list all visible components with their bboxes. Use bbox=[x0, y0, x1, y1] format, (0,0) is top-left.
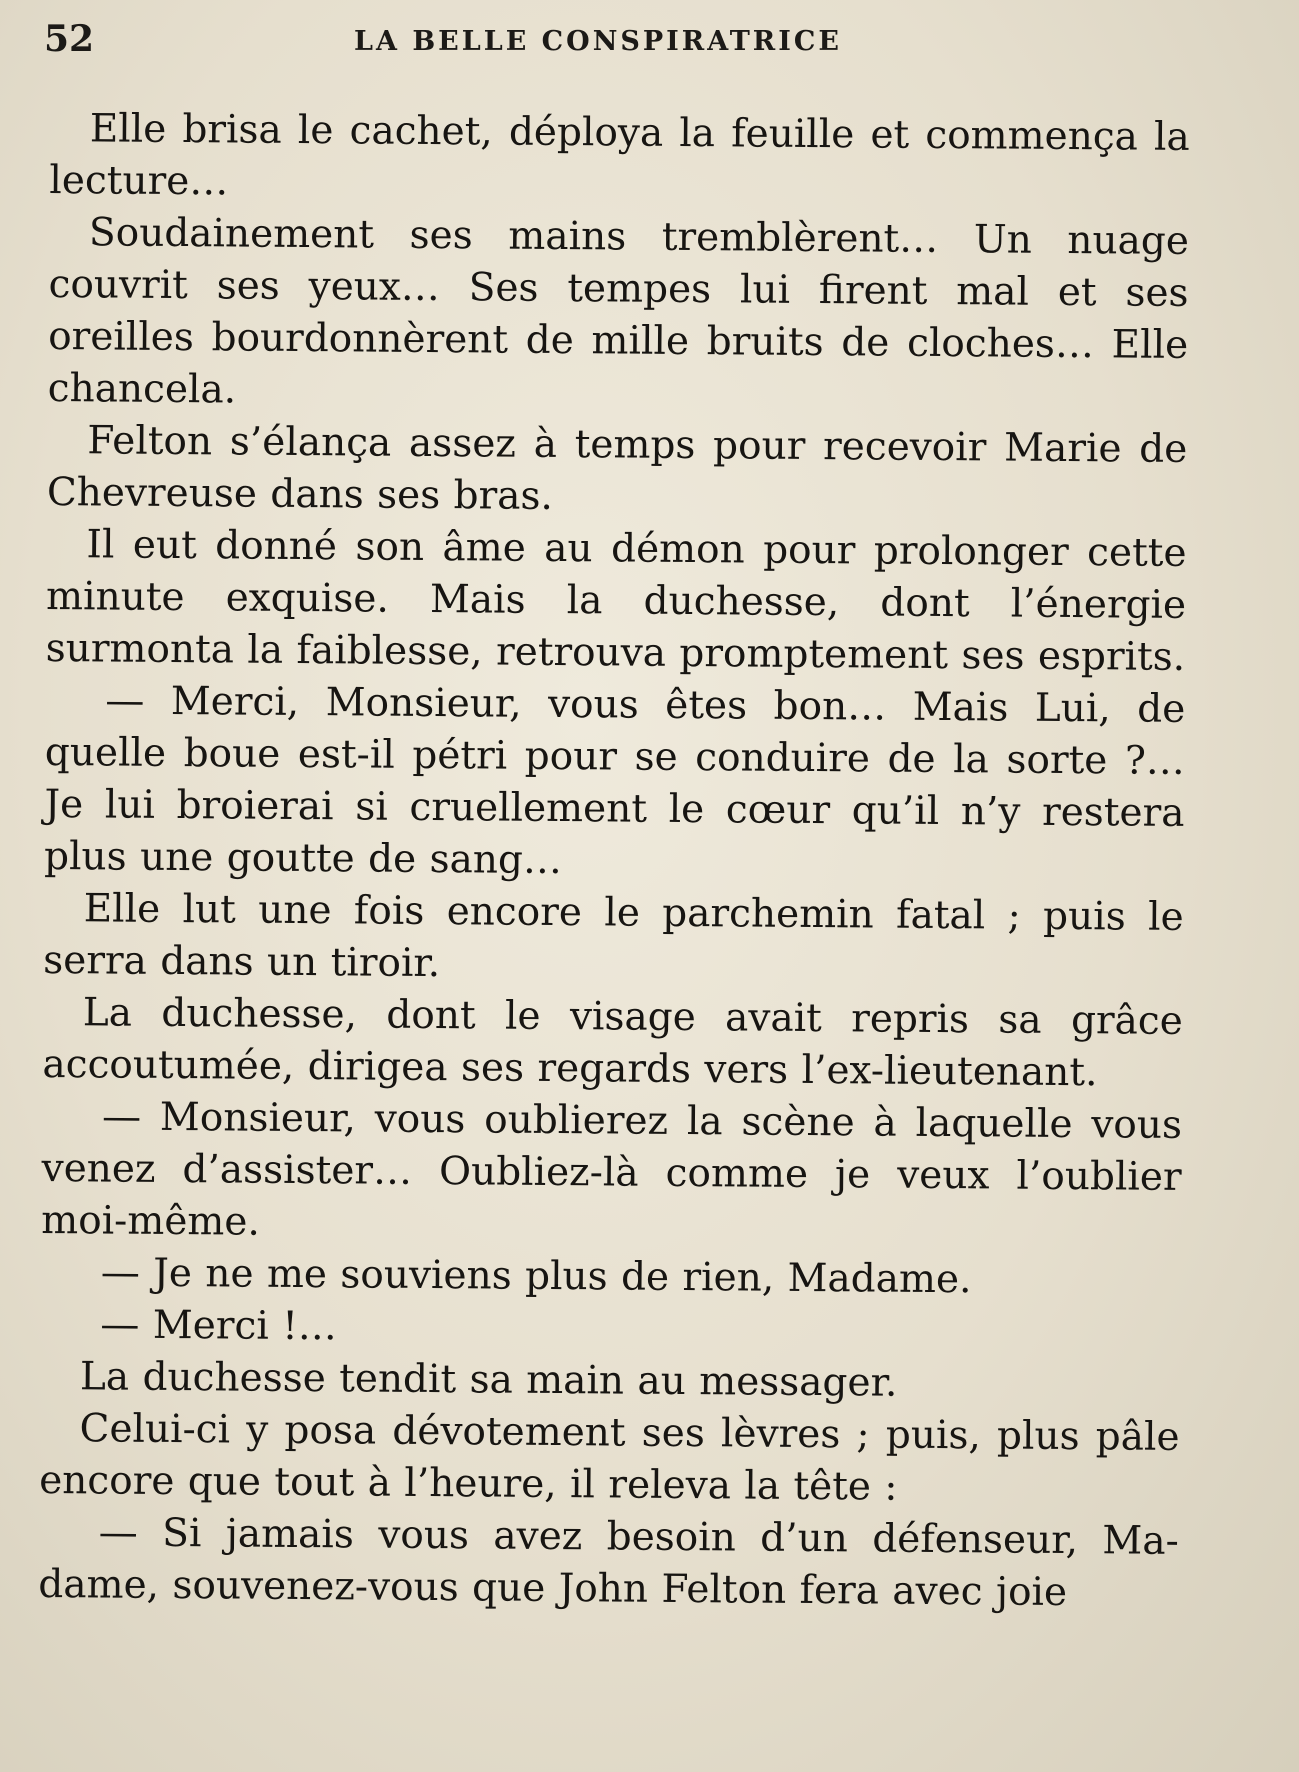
paragraph: La duchesse tendit sa main au messager. bbox=[79, 1354, 898, 1406]
dialogue-paragraph: — Si jamais vous avez besoin d’un défenseur, Madame, souvenez-vous que John Felton fera avec joie bbox=[38, 1510, 1179, 1616]
paragraph: Felton s’élança assez à temps pour recevoir Marie de Chevreuse dans ses bras. bbox=[46, 418, 1188, 519]
paragraph: Elle lut une fois encore le parchemin fatal ; puis le serra dans un tiroir. bbox=[43, 886, 1184, 987]
paragraph: Il eut donné son âme au démon pour prolonger cette minute exquise. Mais la duchesse, dont l’énergie surmonta la faiblesse, retrouva promptement ses esprits. bbox=[45, 522, 1187, 680]
body-text bbox=[38, 103, 1190, 1620]
paragraph: Elle brisa le cachet, déploya la feuille et commença la lecture… bbox=[49, 106, 1190, 205]
dialogue-paragraph: — Merci !… bbox=[100, 1302, 338, 1350]
dialogue-paragraph: — Merci, Monsieur, vous êtes bon… Mais Lui, de quelle boue est-il pétri pour se conduire de la sorte ?… Je lui broierai si cruellement le cœur qu’il n’y restera plus une goutte de sang… bbox=[43, 678, 1186, 884]
paragraph: La duchesse, dont le visage avait repris sa grâce accoutumée, dirigea ses regards vers l’ex-lieutenant. bbox=[42, 990, 1183, 1096]
page-header bbox=[44, 14, 1204, 64]
paragraph: Soudainement ses mains tremblèrent… Un nuage couvrit ses yeux… Ses tempes lui firent mal et ses oreilles bourdonnèrent de mille bruits de cloches… Elle chancela. bbox=[47, 210, 1190, 413]
running-title: LA BELLE CONSPIRATRICE bbox=[354, 26, 842, 57]
dialogue-paragraph: — Monsieur, vous oublierez la scène à laquelle vous venez d’assister… Oubliez-là comme je veux l’oublier moi-même. bbox=[41, 1094, 1183, 1245]
page-number: 52 bbox=[44, 18, 95, 60]
dialogue-paragraph: — Je ne me souviens plus de rien, Madame. bbox=[100, 1250, 972, 1303]
paragraph: Celui-ci y posa dévotement ses lèvres ; puis, plus pâle encore que tout à l’heure, il releva la tête : bbox=[39, 1406, 1180, 1510]
